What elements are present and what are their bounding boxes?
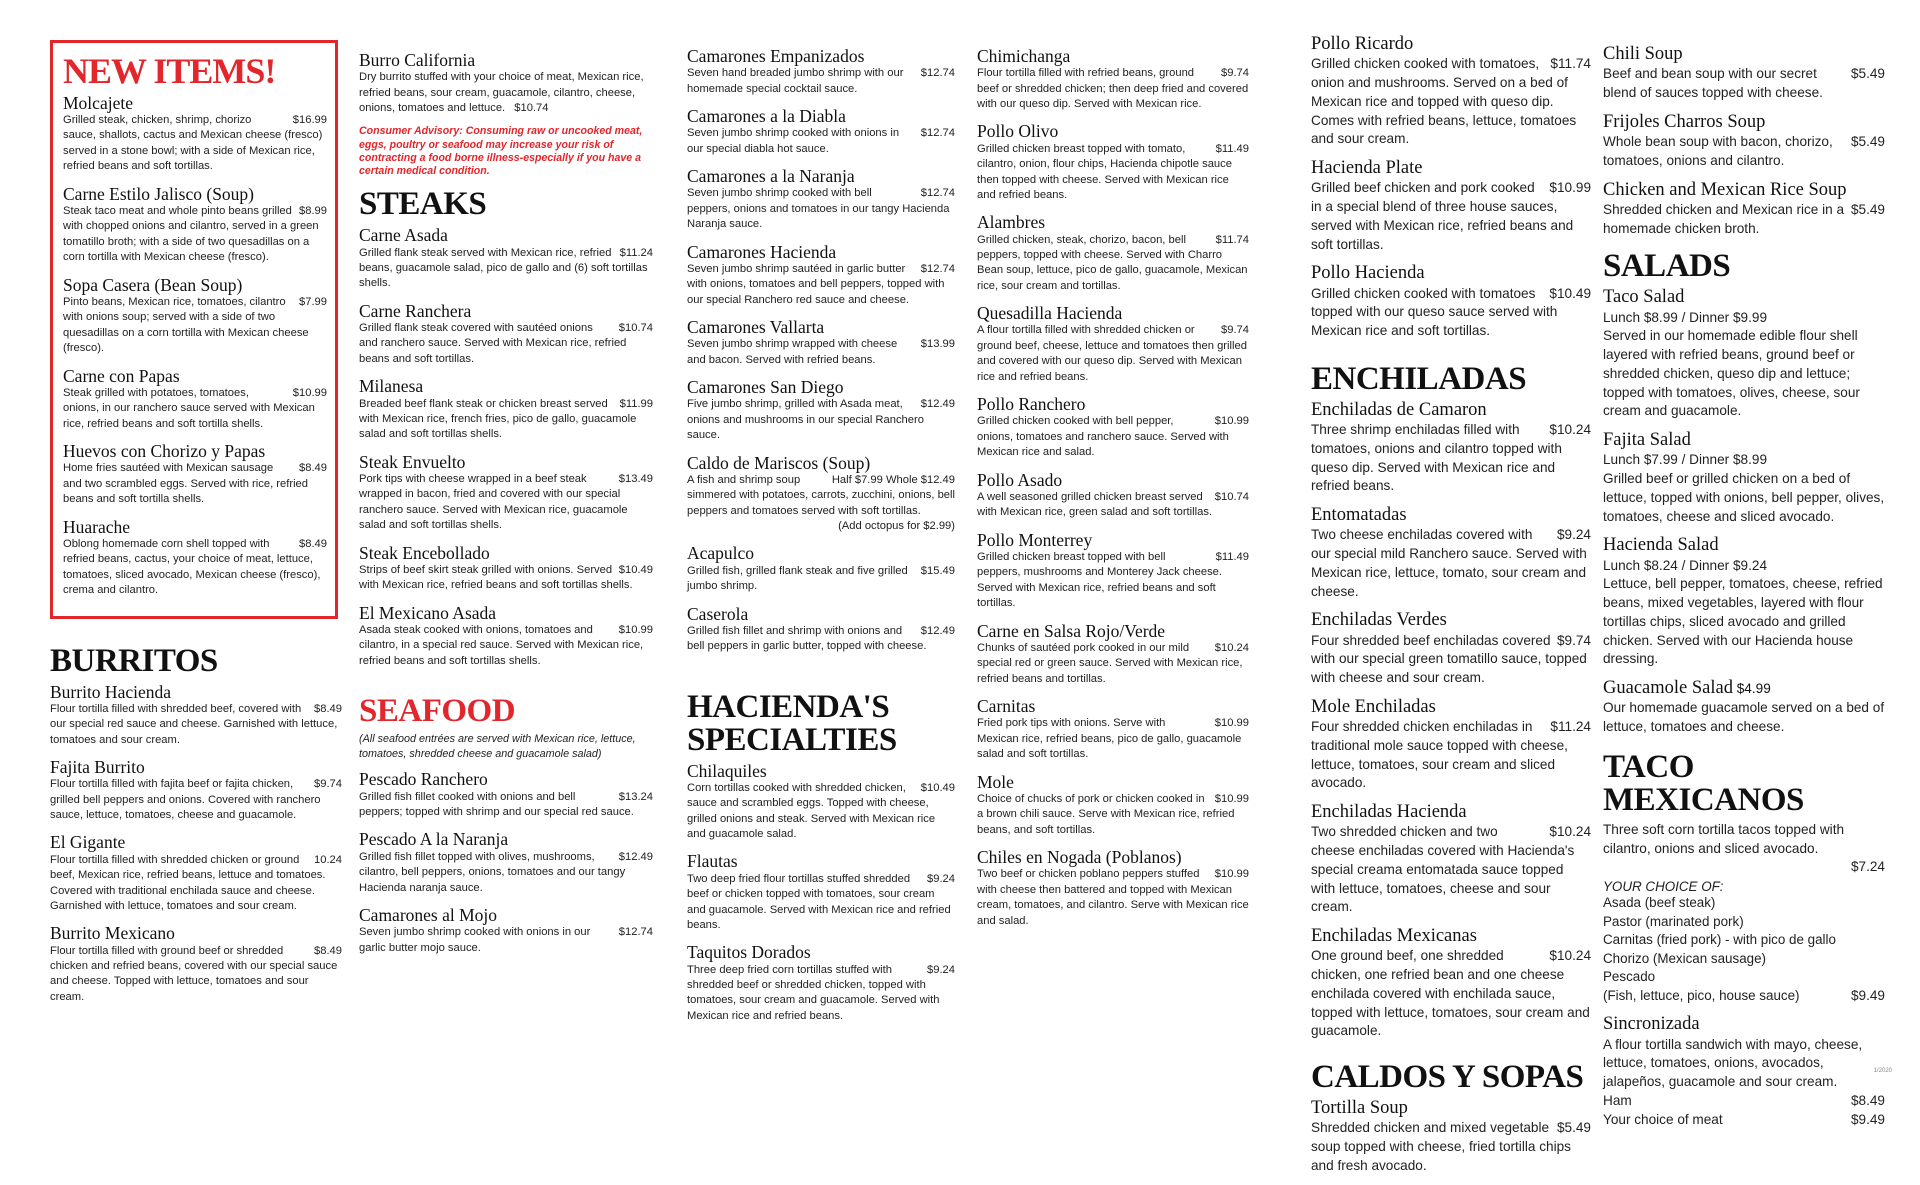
taco-choice: Carnitas (fried pork) - with pico de gallo — [1603, 932, 1836, 948]
item-name: Taquitos Dorados — [687, 942, 811, 963]
item-desc: A flour tortilla sandwich with mayo, cheese, lettuce, tomatoes, onions, avocados, jalapeños, guacamole and sour cream. — [1603, 1036, 1863, 1090]
item-price: $8.99 — [299, 204, 327, 217]
item-desc: $10.99 Two beef or chicken poblano peppers stuffed with cheese then battered and topped with Mexican cream, tomatoes, and cilantro. Serve with Mexican rice and salad. — [977, 868, 1249, 927]
item-desc: $10.74 Grilled flank steak covered with sautéed onions and ranchero sauce. Served with Mexican rice, refried beans and soft tortillas. — [359, 322, 653, 365]
item-desc: $9.74 Four shredded beef enchiladas covered with our special green tomatillo sauce, topped with cheese and sour cream. — [1311, 632, 1591, 686]
column-6 — [1603, 44, 1885, 1138]
item-desc: $10.99 Grilled chicken cooked with bell pepper, onions, tomatoes and ranchero sauce. Served with Mexican rice and salad. — [977, 415, 1249, 459]
item-price: $10.99 — [292, 386, 327, 399]
menu-item — [1311, 697, 1591, 793]
item-price: $8.49 — [299, 462, 327, 475]
item-price: $5.49 — [1850, 134, 1885, 150]
item-price: $5.49 — [1850, 201, 1885, 217]
item-price: $10.99 — [1214, 868, 1249, 881]
item-desc: $9.24 Three deep fried corn tortillas stuffed with shredded beef or shredded chicken, topped with tomatoes, sour cream and guacamole. Served with Mexican rice and refried beans. — [687, 963, 955, 1022]
item-desc: $10.24 Chunks of sautéed pork cooked in our mild special red or green sauce. Served with Mexican rice, refried beans and tortillas. — [977, 641, 1249, 685]
item-price: $5.49 — [1556, 1120, 1591, 1136]
item-name: Carne en Salsa Rojo/Verde — [977, 620, 1166, 641]
item-price: $16.99 — [292, 113, 327, 126]
item-name: Quesadilla Hacienda — [977, 303, 1123, 324]
item-name: Camarones Vallarta — [687, 317, 825, 338]
column-4 — [977, 46, 1249, 938]
menu-item — [687, 543, 955, 594]
item-desc: $8.49 Flour tortilla filled with ground beef or shredded chicken and refried beans, covered with our special sauce and cheese. Topped with lettuce, tomatoes and sour cream. — [50, 944, 342, 1003]
menu-item — [1311, 400, 1591, 496]
salads-list — [1603, 287, 1885, 737]
item-name: Chilaquiles — [687, 760, 767, 781]
tacos-last-price: $9.49 — [1850, 987, 1885, 1003]
ham-label: Ham — [1603, 1092, 1632, 1108]
item-price: $10.49 — [1549, 285, 1591, 301]
specialties-heading-line1: HACIENDA'S — [687, 688, 890, 725]
item-name: Pescado Ranchero — [359, 769, 488, 790]
menu-item — [977, 470, 1249, 521]
item-extra: (Add octopus for $2.99) — [838, 520, 955, 533]
menu-item — [1603, 180, 1885, 239]
item-name: Acapulco — [687, 543, 755, 564]
menu-item — [63, 441, 327, 507]
item-price: $10.99 — [1214, 717, 1249, 730]
item-name: Carne Ranchera — [359, 300, 472, 321]
item-desc: $11.24 Grilled flank steak served with Mexican rice, refried beans, guacamole salad, pico de gallo and (6) soft tortillas shells. — [359, 246, 653, 290]
item-desc: $12.74 Seven jumbo shrimp cooked with onions in our special diabla hot sauce. — [687, 127, 955, 155]
item-price: $9.24 — [1556, 527, 1591, 543]
item-name: Pollo Monterrey — [977, 529, 1093, 550]
item-desc: $13.24 Grilled fish fillet cooked with onions and bell peppers; topped with shrimp and our special red sauce. — [359, 790, 653, 819]
item-desc: $12.74 Seven jumbo shrimp cooked with bell peppers, onions and tomatoes in our tangy Hacienda Naranja sauce. — [687, 187, 955, 231]
item-price: $12.74 — [920, 127, 955, 140]
item-price: $10.49 — [920, 781, 955, 794]
menu-item — [687, 851, 955, 933]
item-name: Steak Envuelto — [359, 451, 466, 472]
item-name: Flautas — [687, 851, 738, 872]
item-price: $10.99 — [618, 623, 653, 636]
item-price: $10.74 — [618, 322, 653, 335]
item-name: Camarones al Mojo — [359, 904, 498, 925]
menu-item — [359, 905, 653, 956]
menu-item — [1603, 44, 1885, 103]
item-name: Camarones Empanizados — [687, 46, 865, 66]
item-price: $12.74 — [618, 926, 653, 939]
specialties-list-a — [687, 761, 955, 1025]
item-name: Pollo Olivo — [977, 121, 1059, 142]
item-name: Chimichanga — [977, 46, 1071, 66]
item-desc: $11.74 Grilled chicken, steak, chorizo, bacon, bell peppers, topped with cheese. Served with Charro Bean soup, lettuce, pico de gallo, guacamole, Mexican rice, sour cream and tortillas. — [977, 233, 1249, 292]
item-name: Hacienda Salad — [1603, 535, 1719, 556]
item-desc: $13.49 Pork tips with cheese wrapped in a beef steak wrapped in bacon, fried and covered with our special ranchero sauce. Served with Mexican rice, guacamole salad and soft tortillas shells. — [359, 473, 653, 532]
item-price: $12.74 — [920, 67, 955, 80]
item-price: $10.24 — [1549, 948, 1591, 964]
menu-item — [50, 832, 342, 914]
item-desc: $11.49 Grilled chicken breast topped with tomato, cilantro, onion, flour chips, Hacienda chipotle sauce then topped with cheese. Served with Mexican rice and refried beans. — [977, 142, 1249, 201]
item-name: Mole — [977, 771, 1014, 792]
item-price: $11.74 — [1550, 56, 1591, 72]
menu-item — [359, 50, 653, 116]
seafood-continued-list — [687, 46, 955, 655]
item-price: $9.74 — [1221, 324, 1249, 337]
item-desc: Our homemade guacamole served on a bed of lettuce, tomatoes and cheese. — [1603, 700, 1885, 735]
item-name: Camarones San Diego — [687, 377, 844, 398]
item-name: Caserola — [687, 603, 749, 624]
column-3 — [687, 46, 955, 1033]
tacos-last-choice: (Fish, lettuce, pico, house sauce) — [1603, 987, 1800, 1003]
menu-item — [687, 317, 955, 368]
item-desc: $9.74 Flour tortilla filled with refried beans, ground beef or shredded chicken; then deep fried and covered with our queso dip. Served with Mexican rice. — [977, 67, 1249, 111]
item-desc: $10.99 Steak grilled with potatoes, tomatoes, onions, in our ranchero sauce served with Mexican rice, refried beans and soft tortilla shells. — [63, 386, 327, 430]
item-desc: $10.24 Three shrimp enchiladas filled with tomatoes, onions and cilantro topped with queso dip. Served with Mexican rice and refried beans. — [1311, 422, 1591, 494]
item-desc: $12.74 Seven jumbo shrimp sautéed in garlic butter with onions, tomatoes and bell peppers, topped with our special Ranchero red sauce and cheese. — [687, 262, 955, 306]
item-desc: $11.99 Breaded beef flank steak or chicken breast served with Mexican rice, french fries, pico de gallo, guacamole salad and soft tortillas shells. — [359, 397, 653, 441]
specialties-heading — [687, 688, 955, 758]
item-price: $9.74 — [1556, 632, 1591, 648]
menu-item — [977, 121, 1249, 203]
item-name: Tortilla Soup — [1311, 1098, 1408, 1119]
item-price: $12.49 — [618, 850, 653, 863]
tacos-price: $7.24 — [1850, 859, 1885, 875]
item-price: $10.24 — [1549, 824, 1591, 840]
item-name: Pollo Ranchero — [977, 394, 1086, 415]
item-price: $12.49 — [920, 398, 955, 411]
menu-item — [359, 452, 653, 534]
item-desc: Dry burrito stuffed with your choice of meat, Mexican rice, refried beans, sour cream, guacamole, cilantro, cheese, onions, tomatoes and lettuce. $10.74 — [359, 71, 644, 115]
item-desc: $9.74 Flour tortilla filled with fajita beef or fajita chicken, grilled bell peppers and onions. Covered with ranchero sauce, lettuce, tomatoes, cheese and guacamole. — [50, 778, 342, 822]
item-desc: $10.24 Two shredded chicken and two cheese enchiladas covered with Hacienda's special creama entomatada sauce topped with lettuce, tomatoes, cheese and sour cream. — [1311, 824, 1591, 915]
item-desc: $10.99 Asada steak cooked with onions, tomatoes and cilantro, in a special red sauce. Served with Mexican rice, refried beans and soft tortillas shells. — [359, 623, 653, 667]
menu-item — [359, 376, 653, 442]
menu-item — [977, 772, 1249, 838]
item-price: $10.99 — [1214, 415, 1249, 428]
menu-item — [687, 761, 955, 843]
menu-item — [977, 303, 1249, 385]
sincronizada-item — [1603, 1014, 1885, 1129]
consumer-advisory: Consumer Advisory: Consuming raw or uncooked meat, eggs, poultry or seafood may increase your risk of contracting a food borne illness-especially if you have a certain medical condition. — [359, 125, 643, 178]
item-desc: $12.49 Grilled fish fillet and shrimp with onions and bell peppers in garlic butter, topped with cheese. — [687, 624, 955, 653]
item-price: $7.99 — [299, 295, 327, 308]
menu-item — [977, 530, 1249, 612]
item-desc: $10.49 Strips of beef skirt steak grilled with onions. Served with Mexican rice, refried beans and soft tortillas shells. — [359, 563, 653, 592]
item-price: $5.49 — [1850, 66, 1885, 82]
menu-item — [977, 46, 1249, 112]
meat-row — [1603, 1111, 1885, 1130]
menu-item — [1311, 158, 1591, 254]
item-price: $10.99 — [1549, 180, 1591, 196]
item-name: Fajita Burrito — [50, 757, 145, 777]
item-price: $11.49 — [1215, 550, 1249, 563]
meat-price: $9.49 — [1850, 1111, 1885, 1127]
item-name: Chiles en Nogada (Poblanos) — [977, 847, 1182, 868]
item-desc: $9.24 Two cheese enchiladas covered with our special mild Ranchero sauce. Served with Mexican rice, lettuce, tomato, sour cream and cheese. — [1311, 527, 1591, 599]
item-price: $13.24 — [618, 790, 653, 803]
steaks-heading: STEAKS — [359, 186, 487, 223]
menu-item — [687, 106, 955, 157]
salad-item — [1603, 678, 1885, 737]
item-desc: $5.49 Whole bean soup with bacon, chorizo, tomatoes, onions and cilantro. — [1603, 134, 1885, 168]
menu-item — [687, 942, 955, 1024]
item-price: $4.99 — [1732, 681, 1771, 697]
item-name: Camarones a la Diabla — [687, 106, 846, 127]
item-price: Lunch $7.99 / Dinner $8.99 — [1603, 452, 1768, 468]
menu-item — [63, 184, 327, 266]
item-price: $11.99 — [619, 397, 653, 410]
menu-item — [1311, 610, 1591, 688]
item-desc: $10.49 Corn tortillas cooked with shredded chicken, sauce and scrambled eggs. Topped with cheese, grilled onions and steak. Served with Mexican rice and guacamole salad. — [687, 781, 955, 841]
new-items-box — [50, 40, 338, 619]
item-desc: $9.74 A flour tortilla filled with shredded chicken or ground beef, cheese, lettuce and tomatoes then grilled and covered with our queso dip. Served with Mexican rice and refried beans. — [977, 324, 1249, 383]
enchiladas-list — [1311, 400, 1591, 1041]
menu-item — [359, 301, 653, 367]
item-desc: $5.49 Shredded chicken and mixed vegetable soup topped with cheese, fried tortilla chips and fresh avocado. — [1311, 1120, 1591, 1173]
item-desc: $10.24 One ground beef, one shredded chicken, one refried bean and one cheese enchilada covered with enchilada sauce, topped with lettuce, tomatoes, sour cream and guacamole. — [1311, 948, 1591, 1039]
seafood-note: (All seafood entrées are served with Mexican rice, lettuce, tomatoes, shredded cheese and guacamole salad) — [359, 733, 636, 760]
item-name: Enchiladas de Camaron — [1311, 399, 1487, 420]
steaks-list — [359, 225, 653, 669]
menu-item — [1311, 263, 1591, 341]
salad-item — [1603, 430, 1885, 526]
item-name: Camarones Hacienda — [687, 241, 837, 262]
item-price: $11.24 — [619, 246, 653, 259]
menu-item — [687, 377, 955, 443]
item-price: $9.74 — [1221, 67, 1249, 80]
item-name: Camarones a la Naranja — [687, 166, 855, 187]
item-desc: $12.74 Seven jumbo shrimp cooked with onions in our garlic butter mojo sauce. — [359, 926, 653, 954]
caldos-heading: CALDOS Y SOPAS — [1311, 1059, 1584, 1096]
menu-item — [1603, 112, 1885, 171]
item-desc: $8.49 Home fries sautéed with Mexican sausage and two scrambled eggs. Served with rice, refried beans and soft tortilla shells. — [63, 462, 327, 506]
item-price: 10.24 — [314, 853, 342, 866]
item-price: $11.24 — [1550, 719, 1591, 735]
menu-item — [977, 212, 1249, 294]
item-price: $8.49 — [314, 944, 342, 957]
item-name: Chili Soup — [1603, 44, 1683, 64]
item-desc: $10.99 Grilled beef chicken and pork cooked in a special blend of three house sauces, served with Mexican rice, refried beans and soft tortillas. — [1311, 180, 1591, 252]
caldos-list-a — [1311, 1098, 1591, 1176]
burritos-heading: BURRITOS — [50, 642, 218, 679]
new-items-title: NEW ITEMS! — [63, 51, 276, 91]
tacos-choices — [1603, 894, 1885, 987]
menu-item — [977, 696, 1249, 762]
item-name: Sopa Casera (Bean Soup) — [63, 274, 243, 295]
item-name: Frijoles Charros Soup — [1603, 111, 1766, 132]
item-name: Taco Salad — [1603, 287, 1685, 308]
menu-item — [977, 394, 1249, 460]
item-name: Hacienda Plate — [1311, 158, 1423, 179]
specialties-list-c — [1311, 34, 1591, 341]
tacos-choice-last — [1603, 987, 1885, 1006]
item-name: Milanesa — [359, 376, 424, 397]
burritos-list — [50, 682, 342, 1006]
item-name: Mole Enchiladas — [1311, 696, 1436, 717]
menu-item — [359, 543, 653, 594]
item-name: Fajita Salad — [1603, 430, 1691, 451]
item-name: Carnitas — [977, 696, 1036, 717]
item-name: Enchiladas Verdes — [1311, 610, 1447, 631]
item-desc: $10.49 Grilled chicken cooked with tomatoes topped with our queso sauce served with Mexican rice and soft tortillas. — [1311, 285, 1591, 339]
item-desc: Half $7.99 Whole $12.49 A fish and shrimp soup simmered with potatoes, carrots, zucchini, onions, bell peppers and tomatoes served with soft tortillas. — [687, 473, 955, 517]
menu-item — [1311, 802, 1591, 917]
column-1 — [50, 40, 342, 1014]
item-price: $13.49 — [618, 473, 653, 485]
item-name: Burrito Hacienda — [50, 681, 171, 702]
menu-item — [50, 682, 342, 748]
item-desc: $7.99 Pinto beans, Mexican rice, tomatoes, cilantro with onions soup; served with a side of two quesadillas on a corn tortilla with Mexican cheese (fresco). — [63, 295, 327, 355]
item-name: Pollo Hacienda — [1311, 263, 1425, 284]
item-name: Huarache — [63, 516, 131, 537]
item-name: Sincronizada — [1603, 1014, 1700, 1035]
new-items-list — [63, 93, 327, 599]
menu-item — [359, 603, 653, 669]
taco-choice: Pastor (marinated pork) — [1603, 913, 1744, 929]
footer-code: 1/2020 — [1873, 1068, 1892, 1074]
menu-item — [50, 923, 342, 1005]
item-price: $12.74 — [920, 262, 955, 275]
item-desc: Lettuce, bell pepper, tomatoes, cheese, refried beans, mixed vegetables, layered with flour tortillas chips, sliced avocado and grilled chicken. Served with our Hacienda house dressing. — [1603, 576, 1883, 667]
item-price: $10.74 — [1214, 490, 1249, 503]
item-price: $15.49 — [920, 564, 955, 577]
item-desc: $11.74 Grilled chicken cooked with tomatoes, onion and mushrooms. Served on a bed of Mexican rice and topped with queso dip. Comes with refried beans, lettuce, tomatoes and sour cream. — [1311, 56, 1591, 147]
menu-item — [50, 757, 342, 823]
tacos-choice-heading: YOUR CHOICE OF: — [1603, 879, 1724, 895]
item-name: Pollo Ricardo — [1311, 34, 1414, 54]
menu-item — [977, 621, 1249, 687]
item-desc: $12.49 Five jumbo shrimp, grilled with Asada meat, onions and mushrooms in our special Ranchero sauce. — [687, 398, 955, 442]
item-price: $10.74 — [514, 102, 549, 115]
menu-item — [359, 829, 653, 895]
seafood-list — [359, 769, 653, 956]
item-name: Huevos con Chorizo y Papas — [63, 441, 266, 462]
item-price: $11.74 — [1215, 233, 1249, 246]
item-name: Chicken and Mexican Rice Soup — [1603, 179, 1847, 200]
item-desc: $11.24 Four shredded chicken enchiladas in traditional mole sauce topped with cheese, lettuce, tomatoes, sour cream and sliced avocado. — [1311, 719, 1591, 791]
item-name: Guacamole Salad $4.99 — [1603, 678, 1771, 699]
enchiladas-heading: ENCHILADAS — [1311, 360, 1527, 397]
item-desc: $15.49 Grilled fish, grilled flank steak and five grilled jumbo shrimp. — [687, 564, 955, 593]
menu-item — [1311, 34, 1591, 149]
item-price: $9.24 — [927, 963, 955, 976]
item-desc: 10.24 Flour tortilla filled with shredded chicken or ground beef, Mexican rice, refried beans, lettuce and tomatoes. Covered with traditional enchilada sauce and cheese. Garnished with lettuce, tomatoes and sour cream. — [50, 853, 342, 912]
item-price: $12.74 — [920, 187, 955, 200]
item-price: $10.24 — [1549, 422, 1591, 438]
item-name: Burro California — [359, 50, 476, 70]
tacos-item — [1603, 821, 1885, 1006]
menu-item — [687, 604, 955, 655]
menu-item — [1311, 926, 1591, 1041]
item-name: Entomatadas — [1311, 505, 1407, 526]
item-price: $9.24 — [927, 872, 955, 885]
item-desc: Grilled beef or grilled chicken on a bed of lettuce, topped with onions, bell pepper, olives, tomatoes, cheese and sliced avocado. — [1603, 471, 1885, 524]
item-name: Caldo de Mariscos (Soup) — [687, 452, 871, 473]
item-name: Pollo Asado — [977, 469, 1063, 490]
item-name: Molcajete — [63, 92, 133, 113]
taco-choice: Asada (beef steak) — [1603, 895, 1716, 911]
menu-item — [63, 275, 327, 357]
item-name: El Gigante — [50, 832, 126, 853]
salad-item — [1603, 287, 1885, 421]
taco-choice: Pescado — [1603, 969, 1656, 985]
menu-item — [63, 93, 327, 175]
soups-list — [1603, 44, 1885, 238]
item-desc: $16.99 Grilled steak, chicken, shrimp, chorizo sauce, shallots, cactus and Mexican cheese (fresco) served in a stone bowl; with a side of Mexican rice, refried beans and soft tortillas. — [63, 113, 327, 173]
item-desc: $12.49 Grilled fish fillet topped with olives, mushrooms, cilantro, bell peppers, onions, tomatoes and our tangy Hacienda naranja sauce. — [359, 850, 653, 894]
salad-item — [1603, 535, 1885, 669]
column-5 — [1311, 34, 1591, 1185]
menu-item — [63, 517, 327, 599]
item-desc: $12.74 Seven hand breaded jumbo shrimp with our homemade special cocktail sauce. — [687, 67, 955, 95]
meat-label: Your choice of meat — [1603, 1111, 1723, 1127]
ham-price: $8.49 — [1850, 1092, 1885, 1108]
column-2 — [359, 50, 653, 965]
item-name: El Mexicano Asada — [359, 602, 497, 623]
item-price: $10.49 — [618, 563, 653, 576]
item-price: Lunch $8.99 / Dinner $9.99 — [1603, 309, 1768, 325]
item-desc: $8.49 Oblong homemade corn shell topped with refried beans, cactus, your choice of meat, lettuce, tomatoes, sliced avocado, Mexican cheese (fresco), crema and cilantro. — [63, 537, 327, 597]
item-name: Alambres — [977, 212, 1046, 233]
item-name: Carne con Papas — [63, 365, 180, 386]
menu-item — [63, 366, 327, 432]
item-desc: $11.49 Grilled chicken breast topped with bell peppers, mushrooms and Monterey Jack cheese. Served with Mexican rice, refried beans and soft tortillas. — [977, 550, 1249, 610]
specialties-list-b — [977, 46, 1249, 929]
taco-choice: Chorizo (Mexican sausage) — [1603, 950, 1766, 966]
item-name: Carne Estilo Jalisco (Soup) — [63, 183, 255, 204]
item-name: Pescado A la Naranja — [359, 829, 509, 850]
item-desc: $9.24 Two deep fried flour tortillas stuffed shredded beef or chicken topped with tomatoes, sour cream and guacamole. Served with Mexican rice and refried beans. — [687, 872, 955, 931]
item-name: Burrito Mexicano — [50, 923, 175, 944]
item-price: Half $7.99 Whole $12.49 — [831, 473, 955, 486]
item-desc: $13.99 Seven jumbo shrimp wrapped with cheese and bacon. Served with refried beans. — [687, 338, 955, 366]
item-price: $10.99 — [1214, 792, 1249, 805]
item-name: Steak Encebollado — [359, 542, 490, 563]
menu-item — [977, 847, 1249, 929]
item-desc: $10.74 A well seasoned grilled chicken breast served with Mexican rice, green salad and soft tortillas. — [977, 490, 1249, 519]
item-price: $13.99 — [920, 338, 955, 351]
item-price: $9.74 — [314, 778, 342, 791]
menu-item — [687, 453, 955, 535]
item-price: $8.49 — [314, 702, 342, 715]
item-price: $8.49 — [299, 537, 327, 550]
menu-item — [1311, 505, 1591, 601]
menu-item — [359, 225, 653, 291]
seafood-heading: SEAFOOD — [359, 693, 516, 730]
item-desc: $8.99 Steak taco meat and whole pinto beans grilled with chopped onions and cilantro, served in a green tomatillo broth; with a side of two quesadillas on a corn tortilla with Mexican cheese (fresco). — [63, 204, 327, 264]
salads-heading: SALADS — [1603, 248, 1731, 285]
item-price: $10.24 — [1214, 641, 1249, 654]
item-name: Enchiladas Hacienda — [1311, 802, 1467, 823]
tacos-heading: TACO MEXICANOS — [1603, 748, 1804, 818]
item-price: $11.49 — [1215, 142, 1249, 155]
item-desc: Served in our homemade edible flour shell layered with refried beans, ground beef or shredded chicken, queso dip and lettuce; topped with tomatoes, olives, cheese, sour cream and guacamole. — [1603, 328, 1860, 419]
item-desc: $8.49 Flour tortilla filled with shredded beef, covered with our special red sauce and cheese. Garnished with lettuce, tomatoes and sour cream. — [50, 702, 342, 746]
specialties-heading-line2: SPECIALTIES — [687, 721, 897, 758]
item-desc: $5.49 Beef and bean soup with our secret blend of sauces topped with cheese. — [1603, 66, 1885, 101]
menu-item — [359, 769, 653, 820]
menu-item — [687, 242, 955, 308]
item-price: $12.49 — [920, 624, 955, 637]
menu-item — [687, 46, 955, 97]
item-name: Carne Asada — [359, 225, 448, 246]
ham-row — [1603, 1092, 1885, 1111]
item-price: Lunch $8.24 / Dinner $9.24 — [1603, 557, 1768, 573]
menu-item — [687, 166, 955, 232]
item-name: Enchiladas Mexicanas — [1311, 926, 1477, 947]
item-desc: $10.99 Choice of chucks of pork or chicken cooked in a brown chili sauce. Serve with Mexican rice, refried beans, and soft tortillas. — [977, 792, 1249, 836]
item-desc: $10.99 Fried pork tips with onions. Serve with Mexican rice, refried beans, pico de gallo, guacamole salad and soft tortillas. — [977, 717, 1249, 761]
tacos-desc: Three soft corn tortilla tacos topped with cilantro, onions and sliced avocado. — [1603, 821, 1845, 856]
menu-item — [1311, 1098, 1591, 1176]
item-desc: $5.49 Shredded chicken and Mexican rice in a homemade chicken broth. — [1603, 201, 1885, 236]
